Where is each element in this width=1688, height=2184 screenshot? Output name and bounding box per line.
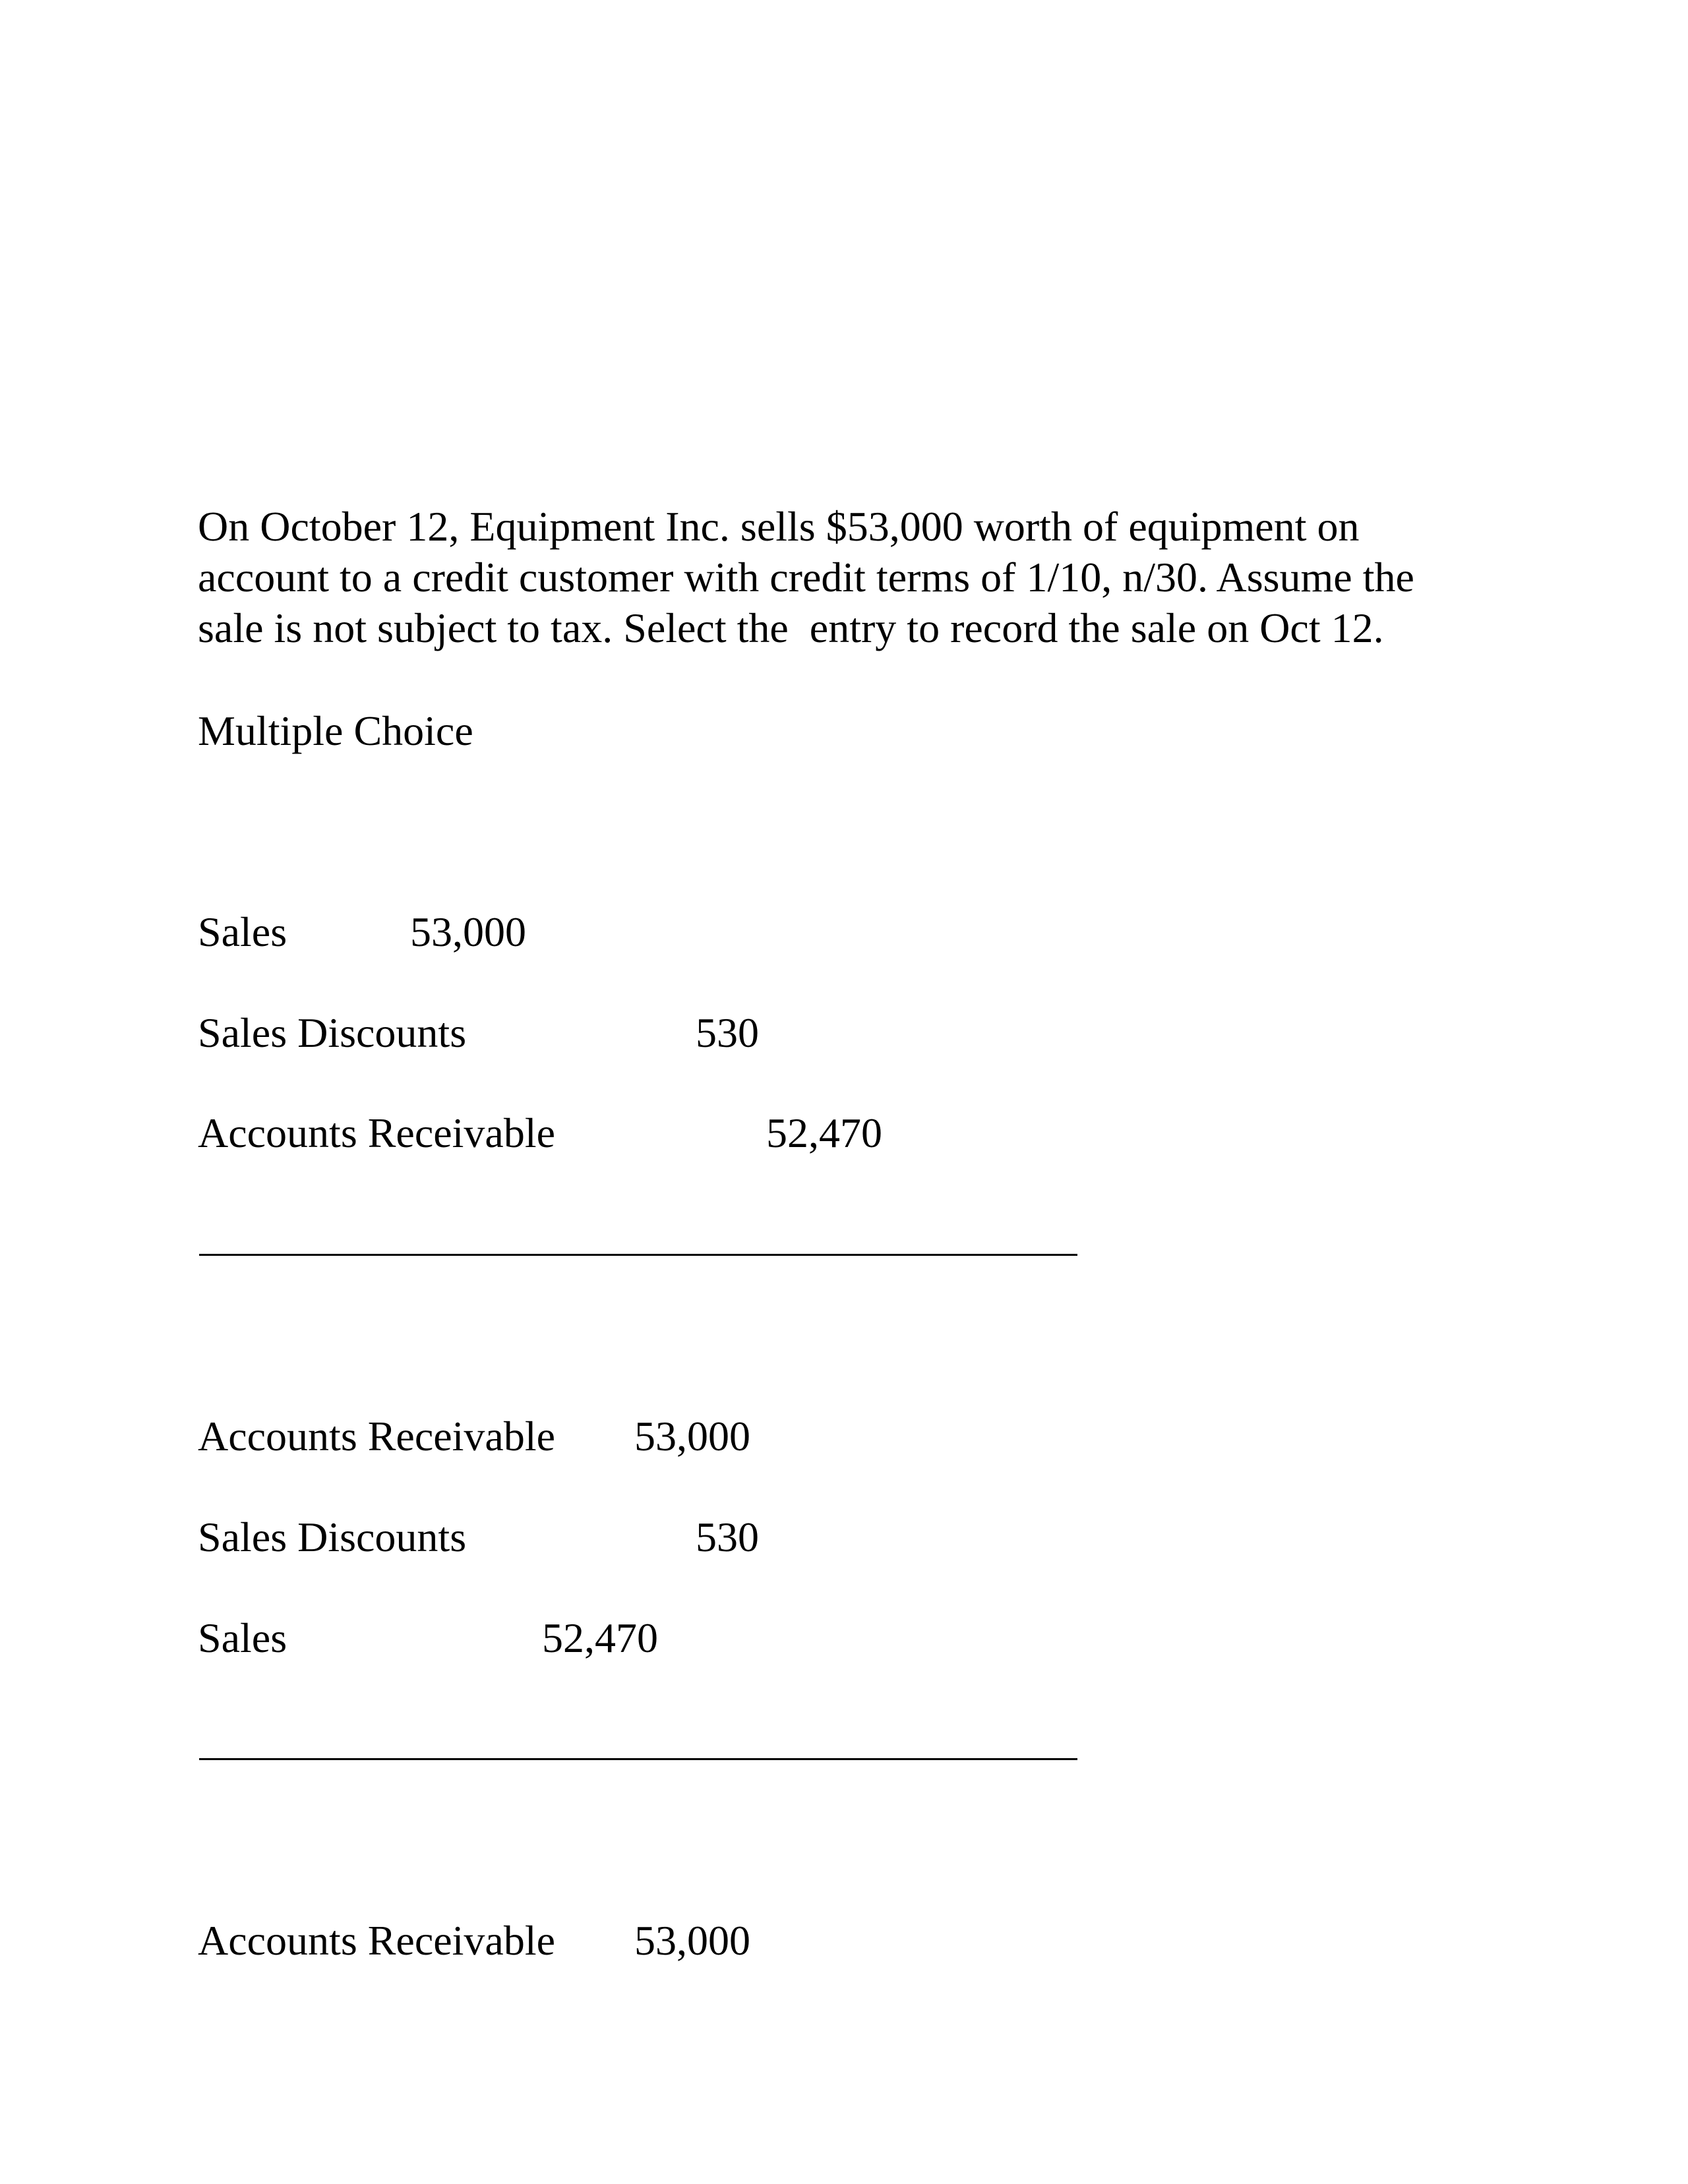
option-1-line-2-account: Sales Discounts: [198, 1009, 467, 1056]
question-line-2: account to a credit customer with credit terms of 1/10, n/30. Assume the: [198, 554, 1414, 601]
question-text: [198, 501, 1517, 653]
multiple-choice-label: Multiple Choice: [198, 707, 473, 754]
option-2-line-2-account: Sales Discounts: [198, 1514, 467, 1560]
option-divider-2: [199, 1758, 1077, 1760]
option-1-line-2-amount: 530: [696, 1009, 759, 1056]
option-divider-1: [199, 1254, 1077, 1256]
option-2-line-1-amount: 53,000: [634, 1413, 750, 1460]
question-line-1: On October 12, Equipment Inc. sells $53,000 worth of equipment on: [198, 503, 1360, 550]
option-2-line-1-account: Accounts Receivable: [198, 1413, 555, 1460]
option-1-line-3-account: Accounts Receivable: [198, 1109, 555, 1156]
option-2-line-3-amount: 52,470: [542, 1614, 658, 1661]
option-2-line-3-account: Sales: [198, 1614, 287, 1661]
option-1-line-3-amount: 52,470: [766, 1109, 882, 1156]
option-1-line-1-amount: 53,000: [410, 908, 526, 955]
option-2-line-2-amount: 530: [696, 1514, 759, 1560]
question-line-3: sale is not subject to tax. Select the entry to record the sale on Oct 12.: [198, 605, 1384, 651]
option-3-line-1-amount: 53,000: [634, 1917, 750, 1964]
option-3-line-1-account: Accounts Receivable: [198, 1917, 555, 1964]
option-1-line-1-account: Sales: [198, 908, 287, 955]
